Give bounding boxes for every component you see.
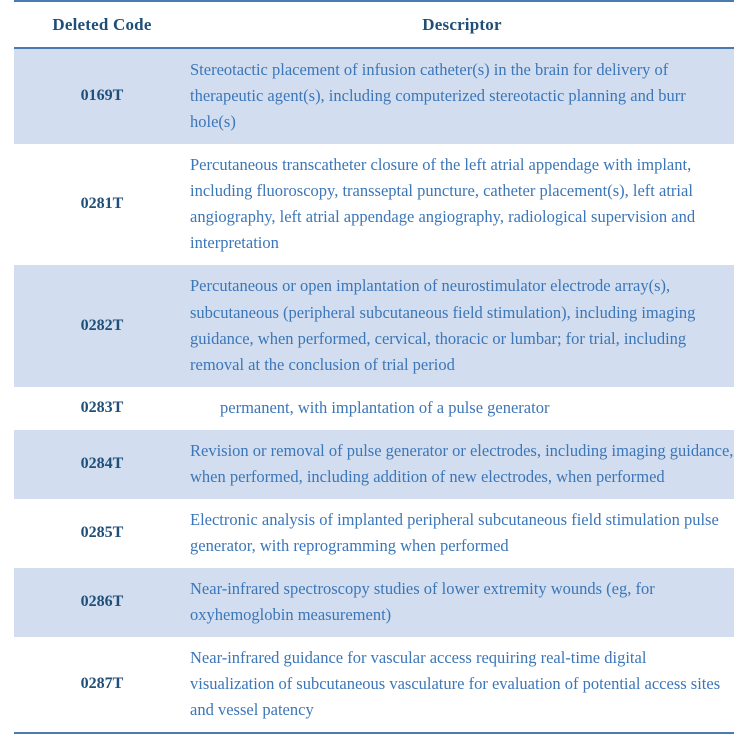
cell-descriptor: Revision or removal of pulse generator or electrodes, including imaging guidance, when performed, including addition of new electrodes, when performed (190, 430, 734, 499)
cell-descriptor: Stereotactic placement of infusion catheter(s) in the brain for delivery of therapeutic agent(s), including computerized stereotactic planning and burr hole(s) (190, 48, 734, 144)
table-row (14, 568, 734, 637)
cell-deleted-code: 0287T (14, 637, 190, 733)
table-header (14, 1, 734, 48)
table-row (14, 265, 734, 386)
cell-deleted-code: 0281T (14, 144, 190, 265)
table-row (14, 499, 734, 568)
deleted-codes-table (14, 0, 734, 734)
table-header-row (14, 1, 734, 48)
column-header-deleted-code: Deleted Code (14, 1, 190, 48)
cell-descriptor: permanent, with implantation of a pulse generator (190, 387, 734, 430)
cell-descriptor: Percutaneous or open implantation of neurostimulator electrode array(s), subcutaneous (peripheral subcutaneous field stimulation), including imaging guidance, when performed, cervical, thoracic or lumbar; for trial, including removal at the conclusion of trial period (190, 265, 734, 386)
cell-deleted-code: 0169T (14, 48, 190, 144)
table-row (14, 144, 734, 265)
cell-deleted-code: 0286T (14, 568, 190, 637)
table-row (14, 387, 734, 430)
cell-deleted-code: 0282T (14, 265, 190, 386)
cell-descriptor: Near-infrared guidance for vascular access requiring real-time digital visualization of subcutaneous vasculature for evaluation of potential access sites and vessel patency (190, 637, 734, 733)
table-row (14, 430, 734, 499)
table-body (14, 48, 734, 733)
cell-deleted-code: 0284T (14, 430, 190, 499)
cell-descriptor: Electronic analysis of implanted peripheral subcutaneous field stimulation pulse generator, with reprogramming when performed (190, 499, 734, 568)
cell-descriptor: Percutaneous transcatheter closure of the left atrial appendage with implant, including fluoroscopy, transseptal puncture, catheter placement(s), left atrial angiography, left atrial appendage angiography, radiological supervision and interpretation (190, 144, 734, 265)
table-row (14, 637, 734, 733)
table-row (14, 48, 734, 144)
column-header-descriptor: Descriptor (190, 1, 734, 48)
cell-deleted-code: 0285T (14, 499, 190, 568)
cell-descriptor: Near-infrared spectroscopy studies of lower extremity wounds (eg, for oxyhemoglobin measurement) (190, 568, 734, 637)
cell-deleted-code: 0283T (14, 387, 190, 430)
